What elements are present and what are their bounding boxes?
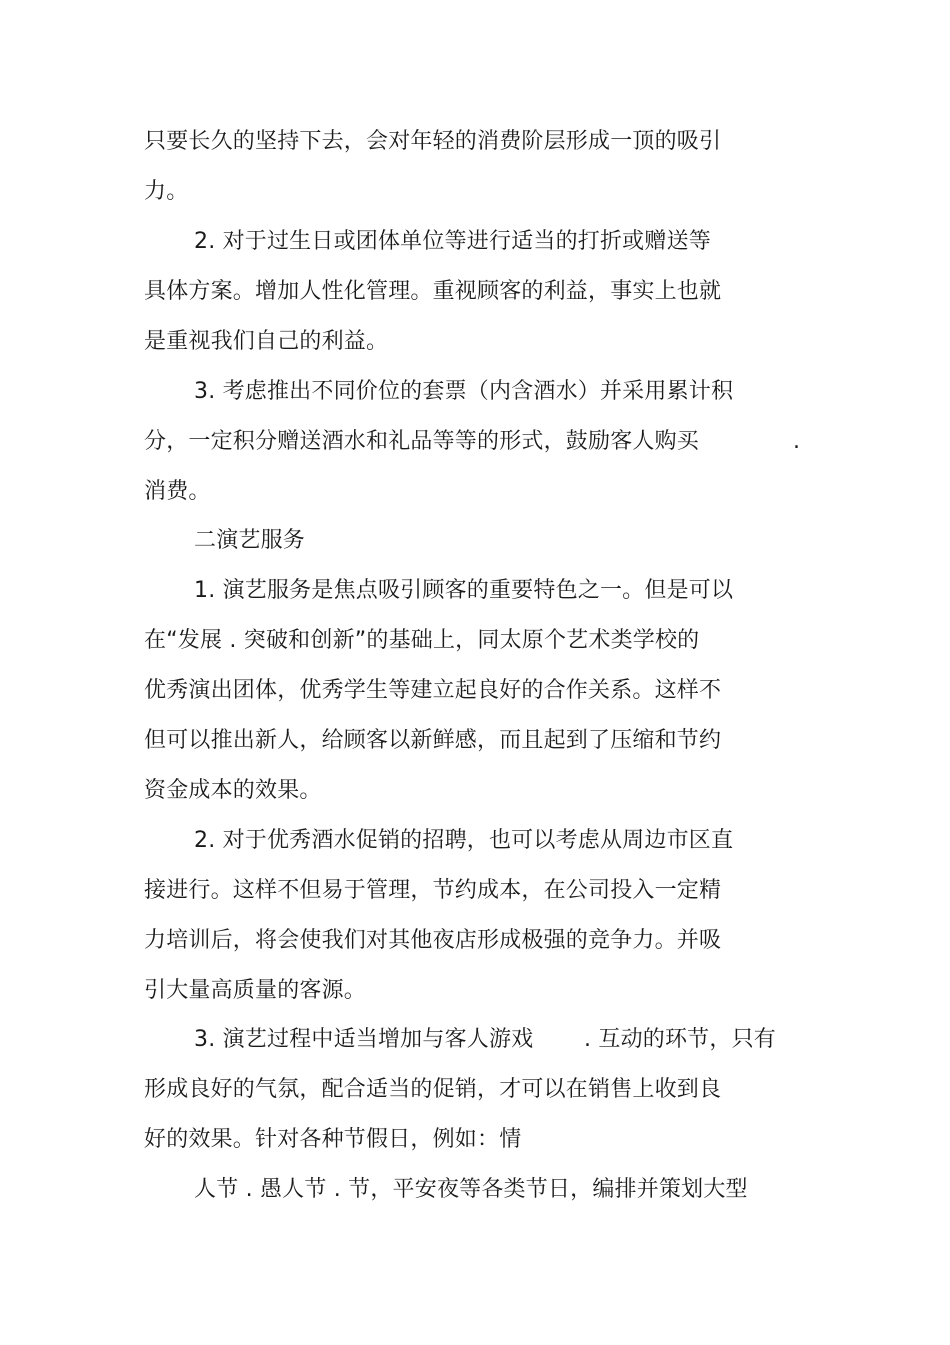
text-line: 2. 对于优秀酒水促销的招聘，也可以考虑从周边市区直 — [194, 828, 734, 853]
stray-period: . — [793, 429, 801, 454]
text-line: 资金成本的效果。 — [144, 778, 322, 803]
text-line: 优秀演出团体，优秀学生等建立起良好的合作关系。这样不 — [144, 678, 722, 703]
text-line: 3. 考虑推出不同价位的套票（内含酒水）并采用累计积 — [194, 379, 734, 404]
text-line: 力培训后，将会使我们对其他夜店形成极强的竞争力。并吸 — [144, 928, 722, 953]
text-line: 消费。 — [144, 479, 211, 504]
text-line: 1. 演艺服务是焦点吸引顾客的重要特色之一。但是可以 — [194, 578, 734, 603]
text-line: 只要长久的坚持下去，会对年轻的消费阶层形成一顶的吸引 — [144, 129, 722, 154]
text-line: 形成良好的气氛，配合适当的促销，才可以在销售上收到良 — [144, 1077, 722, 1102]
text-line: 好的效果。针对各种节假日，例如：情 — [144, 1127, 522, 1152]
text-line: 人节 . 愚人节 . 节，平安夜等各类节日，编排并策划大型 — [194, 1177, 748, 1202]
text-line: 2. 对于过生日或团体单位等进行适当的打折或赠送等 — [194, 229, 711, 254]
text-line: 分，一定积分赠送酒水和礼品等等的形式，鼓励客人购买 — [144, 429, 700, 454]
text-line: 3. 演艺过程中适当增加与客人游戏 — [194, 1027, 534, 1052]
text-line: 在“发展 . 突破和创新”的基础上，同太原个艺术类学校的 — [144, 628, 700, 653]
text-line: 但可以推出新人，给顾客以新鲜感，而且起到了压缩和节约 — [144, 728, 722, 753]
section-heading: 二演艺服务 — [194, 528, 306, 553]
text-line: 具体方案。增加人性化管理。重视顾客的利益，事实上也就 — [144, 279, 722, 304]
text-line: 引大量高质量的客源。 — [144, 978, 367, 1003]
text-line: 力。 — [144, 179, 189, 204]
text-line: 接进行。这样不但易于管理，节约成本，在公司投入一定精 — [144, 878, 722, 903]
text-line-continuation: . 互动的环节，只有 — [584, 1027, 776, 1052]
text-line: 是重视我们自己的利益。 — [144, 329, 389, 354]
